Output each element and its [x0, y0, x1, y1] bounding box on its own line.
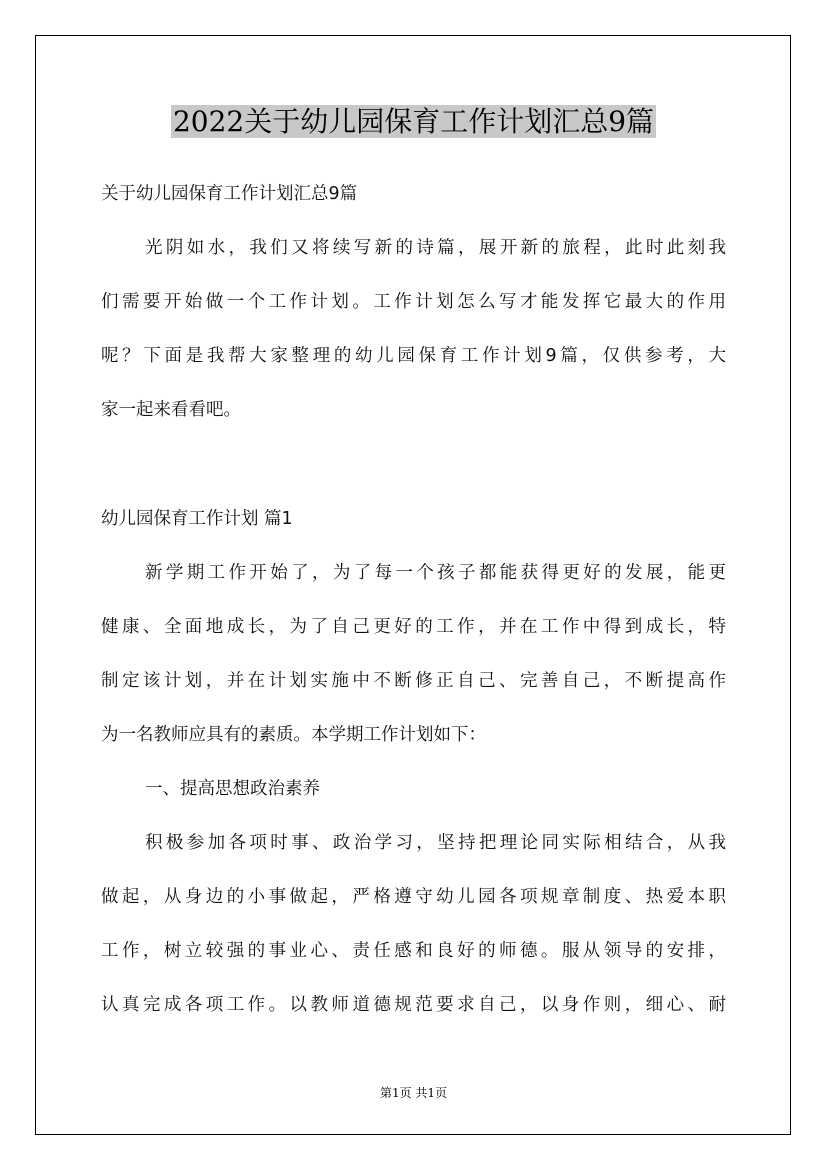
paragraph-line: 积极参加各项时事、政治学习，坚持把理论同实际相结合，从我: [145, 833, 726, 853]
paragraph-line: 光阴如水，我们又将续写新的诗篇，展开新的旅程，此时此刻我: [145, 238, 726, 258]
paragraph-line: 做起，从身边的小事做起，严格遵守幼儿园各项规章制度、热爱本职: [101, 887, 726, 907]
paragraph-line: 家一起来看看吧。: [101, 400, 241, 420]
paragraph-line: 们需要开始做一个工作计划。工作计划怎么写才能发挥它最大的作用: [101, 292, 726, 312]
page-footer: 第1页 共1页: [379, 1086, 448, 1100]
paragraph-line: 工作，树立较强的事业心、责任感和良好的师德。服从领导的安排，: [101, 941, 726, 961]
paragraph-line: 为一名教师应具有的素质。本学期工作计划如下：: [101, 725, 486, 745]
paragraph-line: 制定该计划，并在计划实施中不断修正自己、完善自己，不断提高作: [101, 671, 726, 691]
paragraph-line: 认真完成各项工作。以教师道德规范要求自己，以身作则，细心、耐: [101, 995, 726, 1015]
section-heading: 幼儿园保育工作计划 篇1: [101, 509, 293, 529]
document-title: [0, 101, 827, 143]
paragraph-line: 新学期工作开始了，为了每一个孩子都能获得更好的发展，能更: [145, 563, 726, 583]
paragraph-line: 呢？下面是我帮大家整理的幼儿园保育工作计划9篇，仅供参考，大: [101, 346, 726, 366]
paragraph-line: 健康、全面地成长，为了自己更好的工作，并在工作中得到成长，特: [101, 617, 726, 637]
subtitle-line: 关于幼儿园保育工作计划汇总9篇: [101, 184, 358, 204]
document-title-text: 2022关于幼儿园保育工作计划汇总9篇: [172, 105, 655, 138]
subsection-heading: 一、提高思想政治素养: [145, 779, 320, 799]
